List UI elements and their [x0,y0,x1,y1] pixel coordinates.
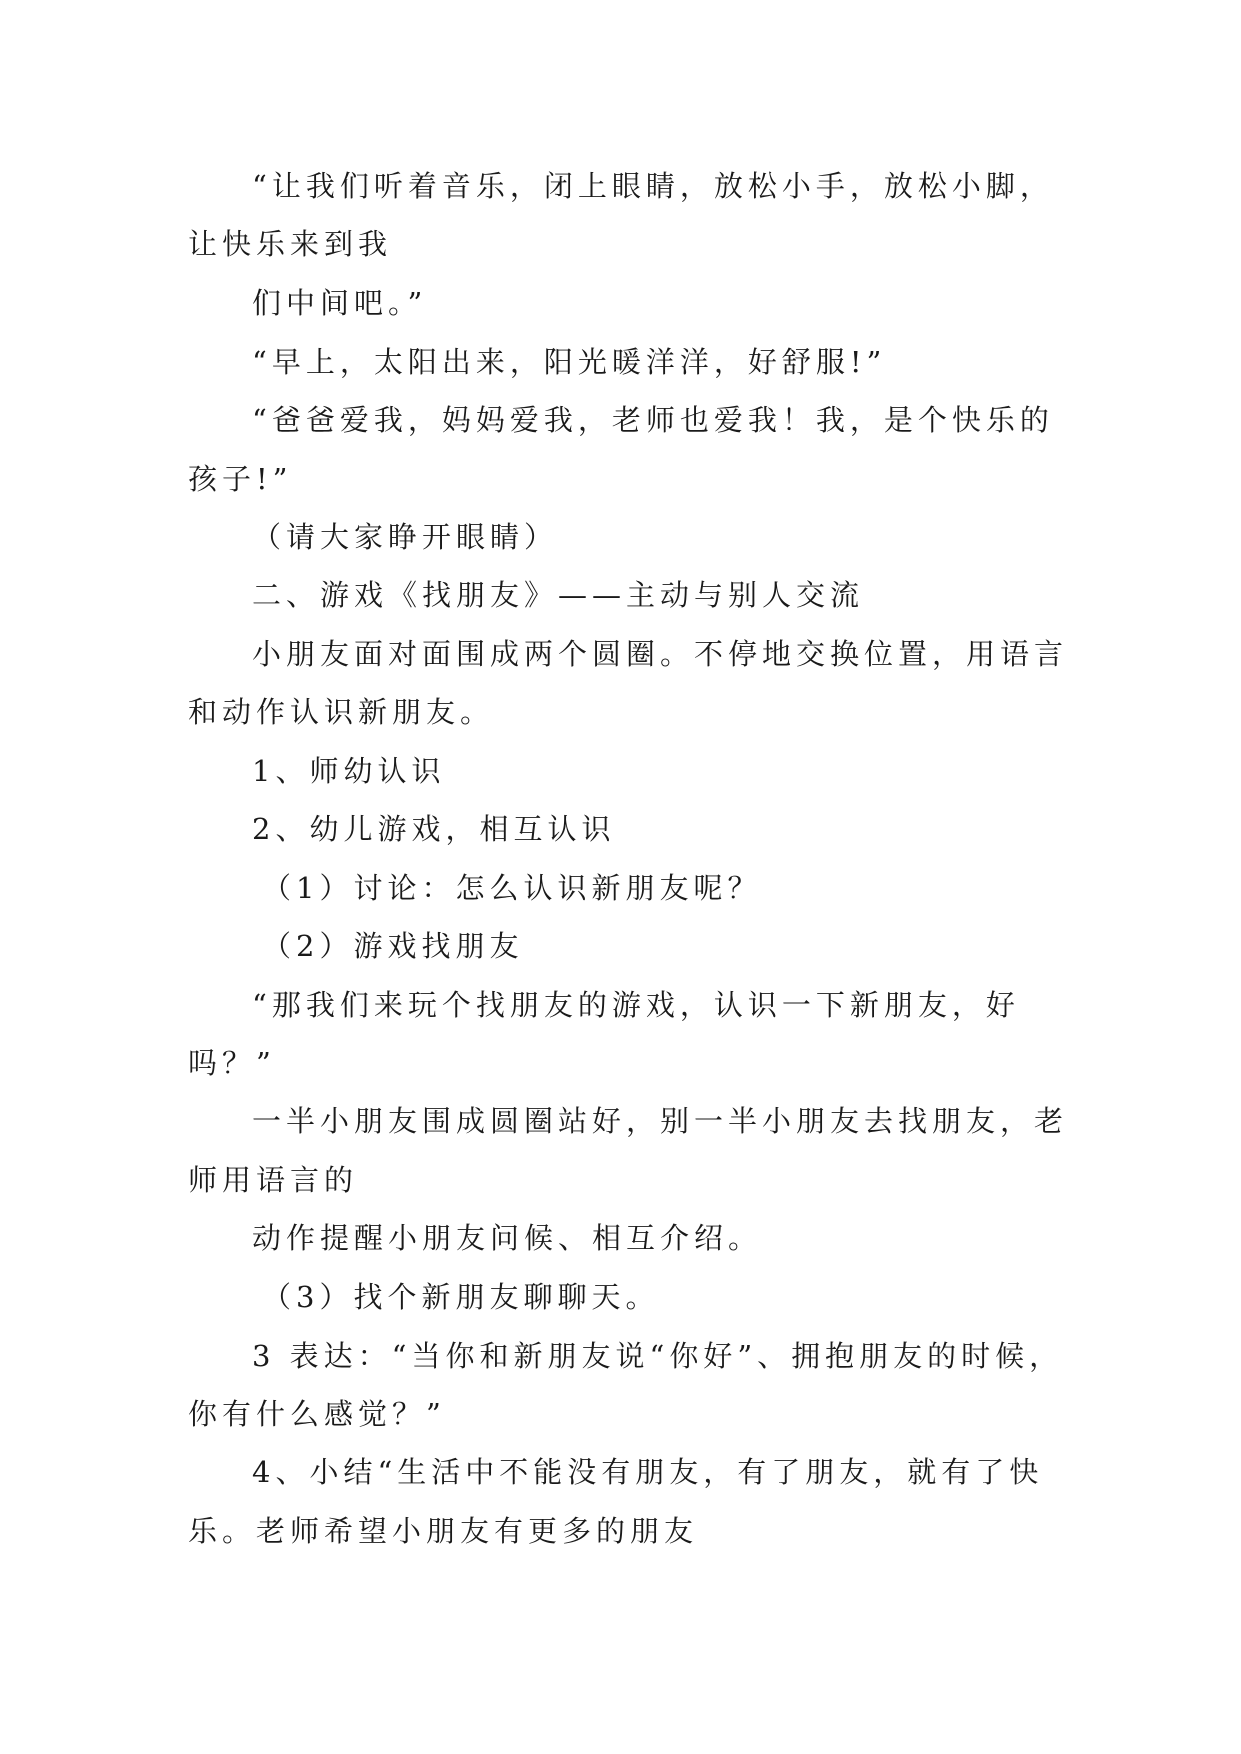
paragraph-line: 们中间吧。” [252,286,428,320]
list-item: 4、小结“生活中不能没有朋友，有了朋友，就有了快 [252,1455,1044,1489]
paragraph-line: 动作提醒小朋友问候、相互介绍。 [252,1221,763,1255]
sub-list-item: （3）找个新朋友聊聊天。 [262,1280,660,1314]
paragraph-line: 乐。老师希望小朋友有更多的朋友 [188,1514,699,1548]
paragraph-line: 师用语言的 [188,1163,359,1197]
paragraph-line: 孩子!” [188,462,293,496]
paragraph-line: “早上，太阳出来，阳光暖洋洋，好舒服!” [252,345,887,379]
paragraph-line: 你有什么感觉？” [188,1397,446,1431]
list-item: 3 表达：“当你和新朋友说“你好”、拥抱朋友的时候， [252,1339,1064,1373]
paragraph-line: 和动作认识新朋友。 [188,695,495,729]
list-item: 2、幼儿游戏，相互认识 [252,812,616,846]
paragraph-line: 让快乐来到我 [188,227,393,261]
paragraph-line: 小朋友面对面围成两个圆圈。不停地交换位置，用语言 [252,637,1069,671]
sub-list-item: （2）游戏找朋友 [262,929,524,963]
paragraph-line: （请大家睁开眼睛） [252,520,559,554]
paragraph-line: “让我们听着音乐，闭上眼睛，放松小手，放松小脚， [252,169,1054,203]
paragraph-line: 吗？” [188,1046,276,1080]
sub-list-item: （1）讨论：怎么认识新朋友呢？ [262,871,762,905]
section-heading: 二、游戏《找朋友》——主动与别人交流 [252,578,865,612]
paragraph-line: “那我们来玩个找朋友的游戏，认识一下新朋友，好 [252,988,1020,1022]
list-item: 1、师幼认识 [252,754,446,788]
paragraph-line: “爸爸爱我，妈妈爱我，老师也爱我！我，是个快乐的 [252,403,1054,437]
paragraph-line: 一半小朋友围成圆圈站好，别一半小朋友去找朋友，老 [252,1104,1069,1138]
